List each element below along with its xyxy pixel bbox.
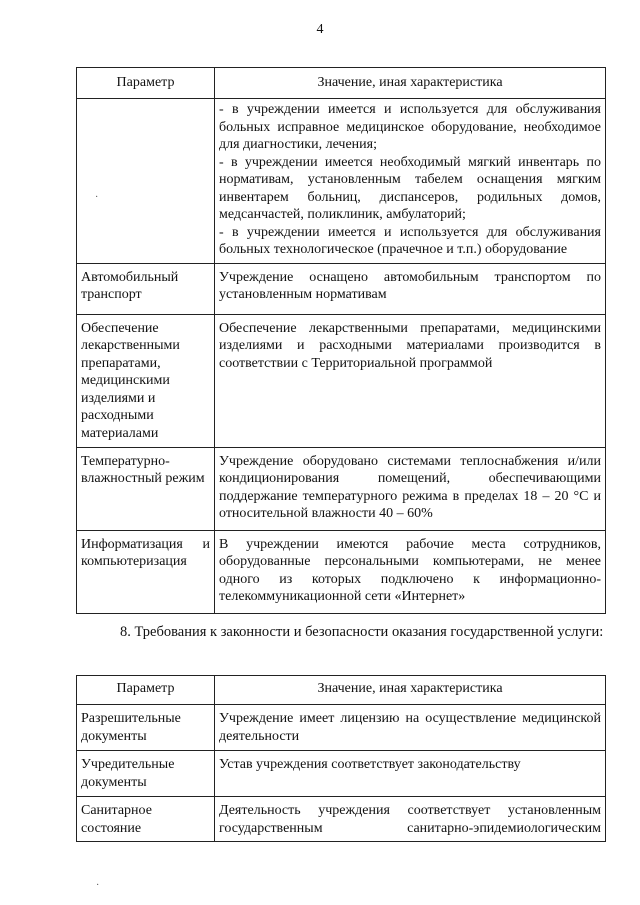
parameters-table <box>76 67 606 614</box>
param-cell-charter: Учредительные документы <box>77 751 215 797</box>
param-cell-permits: Разрешительные документы <box>77 705 215 751</box>
value-cell-charter: Устав учреждения соответствует законодательству <box>215 751 606 797</box>
table-row <box>77 751 606 797</box>
value-cell-permits: Учреждение имеет лицензию на осуществление медицинской деятельности <box>215 705 606 751</box>
section-8-heading: 8. Требования к законности и безопасности оказания государственной услуги: <box>120 624 604 640</box>
legality-table <box>76 675 606 842</box>
header-parameter: Параметр <box>77 676 215 705</box>
param-cell-temperature: Температурно-влажностный режим <box>77 447 215 530</box>
table-row <box>77 99 606 264</box>
scan-speck: · <box>96 880 100 891</box>
param-cell-transport: Автомобильный транспорт <box>77 263 215 314</box>
value-cell-temperature: Учреждение оборудовано системами теплоснабжения и/или кондиционирования помещений, обеспечивающими поддержание температурного режима в пределах 18 – 20 °С и относительной влажности 40 – 60% <box>215 447 606 530</box>
table-row <box>77 263 606 314</box>
scan-speck: · <box>95 192 99 203</box>
table-header-row <box>77 68 606 99</box>
table-row <box>77 314 606 447</box>
table-row <box>77 797 606 842</box>
page-number: 4 <box>316 22 324 37</box>
value-cell-supplies: Обеспечение лекарственными препаратами, медицинскими изделиями и расходными материалами производится в соответствии с Территориальной программой <box>215 314 606 447</box>
header-value: Значение, иная характеристика <box>215 68 606 99</box>
value-cell-it: В учреждении имеются рабочие места сотрудников, оборудованные персональными компьютерами, не менее одного из которых подключено к информационно-телекоммуникационной сети «Интернет» <box>215 530 606 613</box>
value-cell-sanitary: Деятельность учреждения соответствует установленным государственным санитарно-эпидемиологическим <box>215 797 606 842</box>
param-cell-supplies: Обеспечение лекарственными препаратами, медицинскими изделиями и расходными материалами <box>77 314 215 447</box>
header-value: Значение, иная характеристика <box>215 676 606 705</box>
param-cell-sanitary: Санитарное состояние <box>77 797 215 842</box>
value-cell-equipment: - в учреждении имеется и используется для обслуживания больных исправное медицинское оборудование, необходимое для диагностики, лечения; - в учреждении имеется необходимый мягкий инвентарь по нормативам, установленным табелем оснащения мягким инвентарем больниц, диспансеров, родильных домов, медсанчастей, поликлиник, амбулаторий; - в учреждении имеется и используется для обслуживания больных технологическое (прачечное и т.п.) оборудование <box>215 99 606 264</box>
header-parameter: Параметр <box>77 68 215 99</box>
table-row <box>77 705 606 751</box>
value-cell-transport: Учреждение оснащено автомобильным транспортом по установленным нормативам <box>215 263 606 314</box>
table-header-row <box>77 676 606 705</box>
table-row <box>77 530 606 613</box>
param-cell <box>77 99 215 264</box>
table-row <box>77 447 606 530</box>
param-cell-it: Информатизация и компьютеризация <box>77 530 215 613</box>
